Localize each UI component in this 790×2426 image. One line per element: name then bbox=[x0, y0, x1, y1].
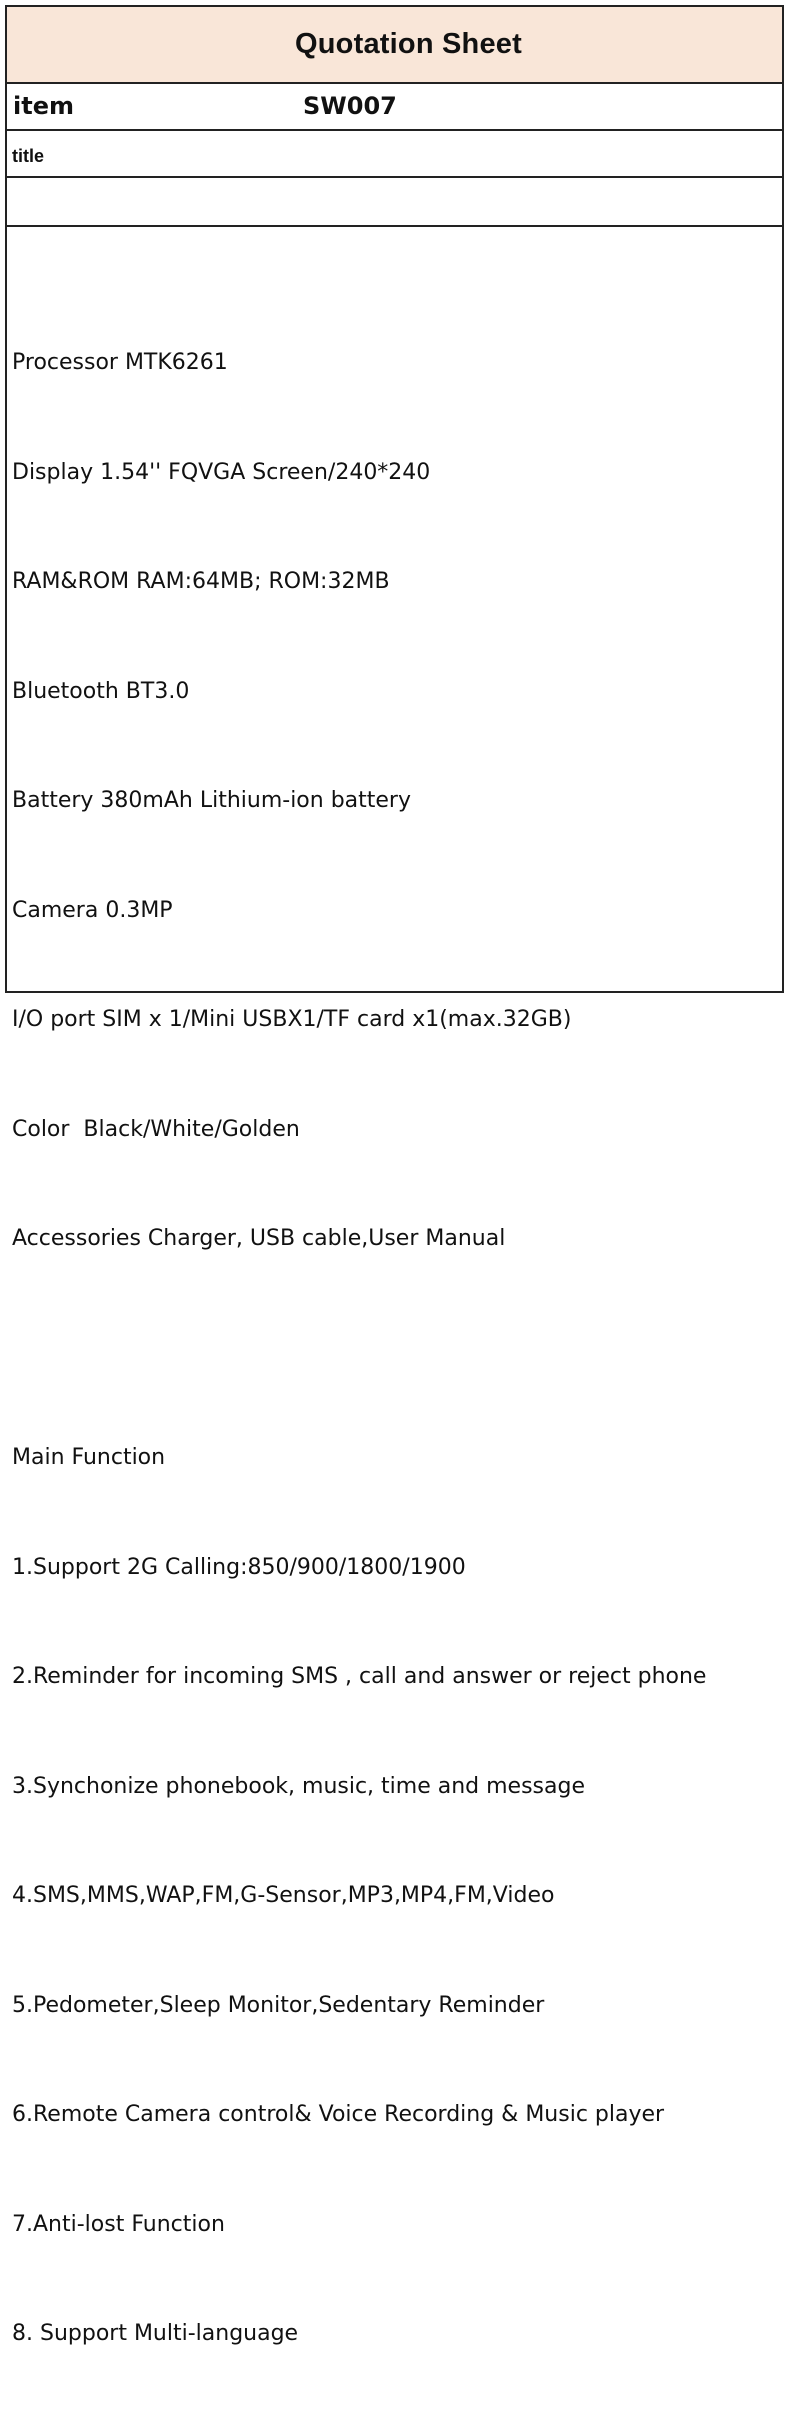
spec-line: Accessories Charger, USB cable,User Manual bbox=[12, 1226, 506, 1251]
title-row bbox=[7, 131, 782, 178]
section-gap bbox=[12, 1331, 777, 1368]
item-label: item bbox=[13, 92, 74, 120]
title-label: title bbox=[12, 146, 45, 166]
function-item: 2.Reminder for incoming SMS , call and answer or reject phone bbox=[12, 1664, 707, 1689]
function-item: 5.Pedometer,Sleep Monitor,Sedentary Reminder bbox=[12, 1992, 545, 2018]
blank-row bbox=[7, 178, 782, 227]
spec-line: Color Black/White/Golden bbox=[12, 1116, 300, 1142]
spec-line: Camera 0.3MP bbox=[12, 897, 173, 923]
function-item: 4.SMS,MMS,WAP,FM,G-Sensor,MP3,MP4,FM,Video bbox=[12, 1883, 555, 1908]
function-item: 7.Anti-lost Function bbox=[12, 2211, 225, 2237]
item-row bbox=[7, 84, 782, 131]
function-item: 8. Support Multi-language bbox=[12, 2321, 299, 2346]
spec-line: Display 1.54'' FQVGA Screen/240*240 bbox=[12, 459, 431, 485]
quotation-sheet bbox=[5, 5, 784, 2346]
sheet-title: Quotation Sheet bbox=[295, 28, 522, 60]
spec-line: Battery 380mAh Lithium-ion battery bbox=[12, 788, 411, 813]
header-row bbox=[7, 7, 782, 84]
function-heading: Main Function bbox=[12, 1445, 166, 1470]
spec-line: I/O port SIM x 1/Mini USBX1/TF card x1(max.32GB) bbox=[12, 1007, 572, 1032]
spec-body bbox=[12, 272, 777, 2426]
function-item: 3.Synchonize phonebook, music, time and message bbox=[12, 1773, 585, 1799]
function-item: 1.Support 2G Calling:850/900/1800/1900 bbox=[12, 1554, 466, 1580]
spec-line: RAM&ROM RAM:64MB; ROM:32MB bbox=[12, 569, 390, 594]
spec-line: Bluetooth BT3.0 bbox=[12, 678, 190, 704]
function-item: 6.Remote Camera control& Voice Recording & Music player bbox=[12, 2102, 665, 2127]
spec-line: Processor MTK6261 bbox=[12, 350, 228, 375]
item-value: SW007 bbox=[303, 92, 397, 120]
